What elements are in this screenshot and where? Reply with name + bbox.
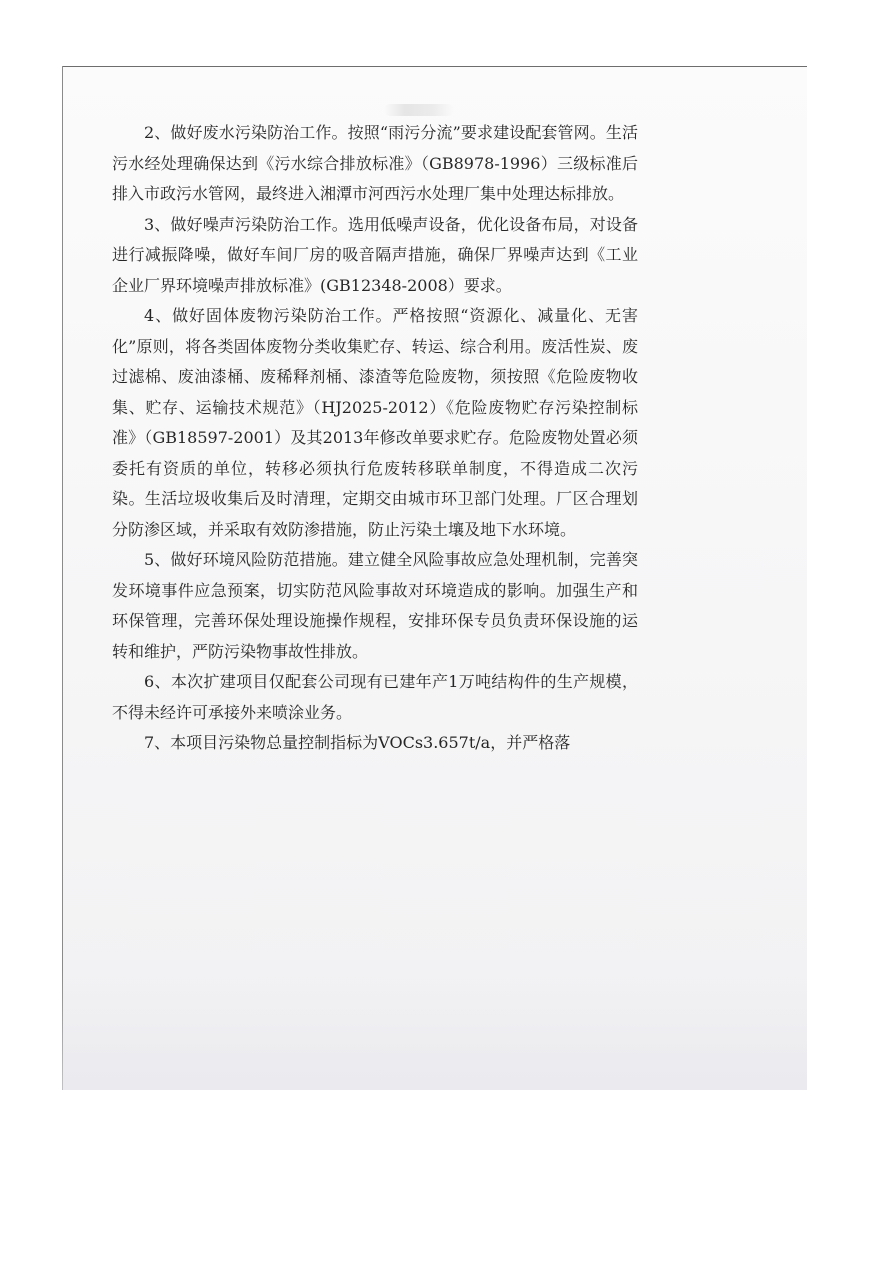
- paragraph-wastewater: 2、做好废水污染防治工作。按照“雨污分流”要求建设配套管网。生活污水经处理确保达到《污水综合排放标准》（GB8978-1996）三级标准后排入市政污水管网，最终进入湘潭市河西污水处理厂集中处理达标排放。: [112, 123, 638, 203]
- paragraph-scale: 6、本次扩建项目仅配套公司现有已建年产1万吨结构件的生产规模，不得未经许可承接外来喷涂业务。: [112, 672, 638, 722]
- paragraph-total-control: 7、本项目污染物总量控制指标为VOCs3.657t/a，并严格落: [144, 733, 571, 752]
- page-left-edge: [62, 66, 63, 1090]
- document-body: [112, 118, 638, 759]
- paragraph-risk: 5、做好环境风险防范措施。建立健全风险事故应急处理机制，完善突发环境事件应急预案，切实防范风险事故对环境造成的影响。加强生产和环保管理，完善环保处理设施操作规程，安排环保专员负责环保设施的运转和维护，严防污染物事故性排放。: [112, 550, 638, 661]
- paragraph-noise: 3、做好噪声污染防治工作。选用低噪声设备，优化设备布局，对设备进行减振降噪，做好车间厂房的吸音隔声措施，确保厂界噪声达到《工业企业厂界环境噪声排放标准》(GB12348-2008）要求。: [112, 214, 638, 295]
- paragraph-solid-waste: 4、做好固体废物污染防治工作。严格按照“资源化、减量化、无害化”原则，将各类固体废物分类收集贮存、转运、综合利用。废活性炭、废过滤棉、废油漆桶、废稀释剂桶、漆渣等危险废物，须按照《危险废物收集、贮存、运输技术规范》（HJ2025-2012）《危险废物贮存污染控制标准》（GB18597-2001）及其2013年修改单要求贮存。危险废物处置必须委托有资质的单位，转移必须执行危废转移联单制度，不得造成二次污染。生活垃圾收集后及时清理，定期交由城市环卫部门处理。厂区合理划分防渗区域，并采取有效防渗措施，防止污染土壤及地下水环境。: [112, 306, 638, 539]
- faint-header-mark: [384, 104, 454, 116]
- page-top-edge: [62, 66, 807, 67]
- scan-shading: [62, 970, 807, 1090]
